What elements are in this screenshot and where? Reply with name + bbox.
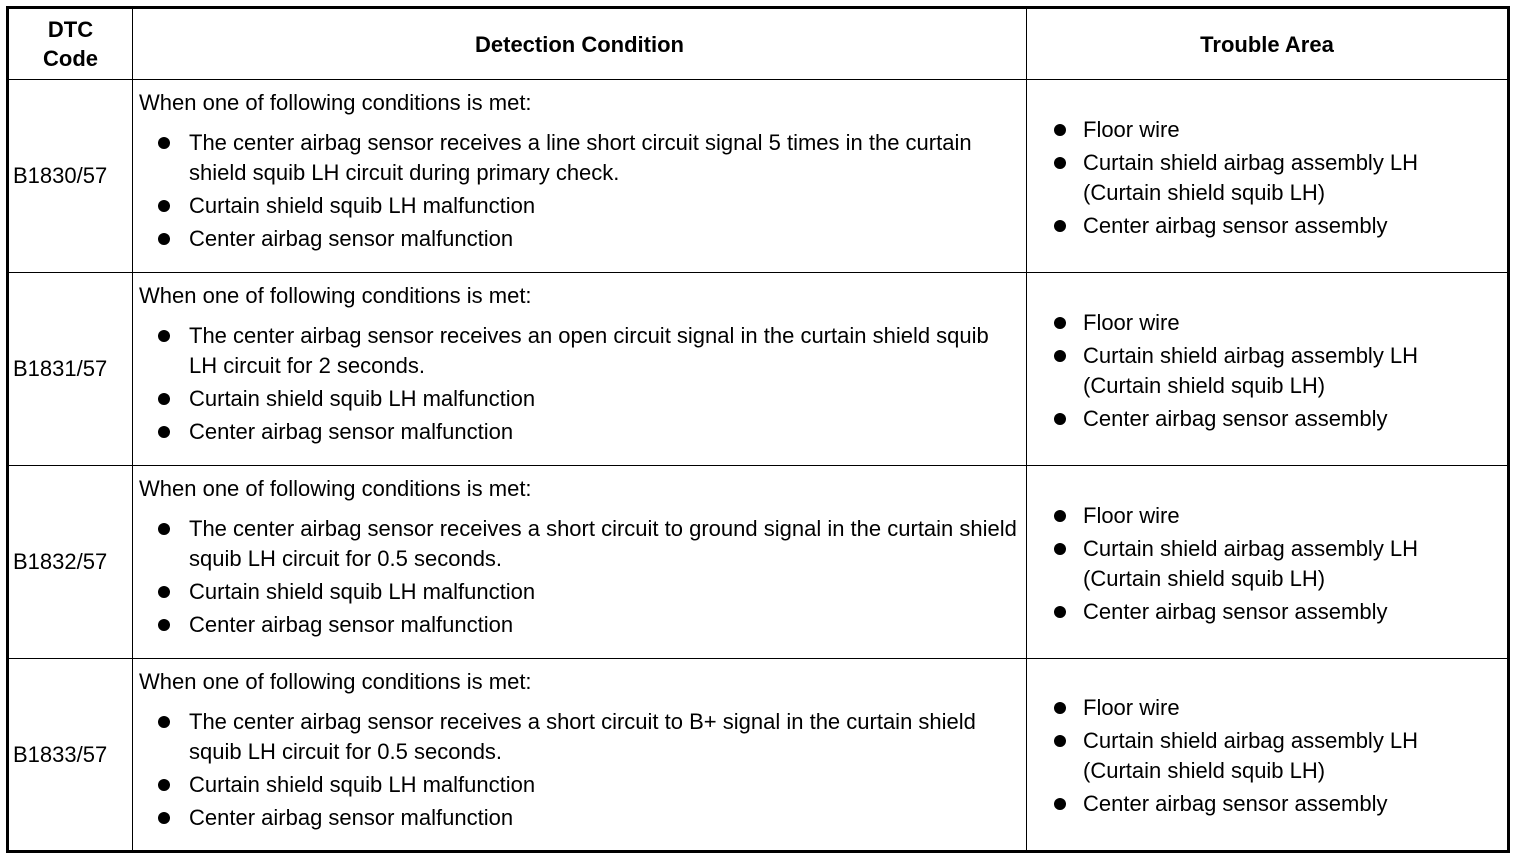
area-text: Center airbag sensor assembly — [1083, 598, 1388, 624]
condition-text: The center airbag sensor receives a short circuit to B+ signal in the curtain shield squib LH circuit for 0.5 seconds. — [189, 709, 976, 764]
bullet-icon — [158, 586, 170, 598]
condition-text: Center airbag sensor malfunction — [189, 419, 514, 444]
condition-intro: When one of following conditions is met: — [139, 476, 532, 501]
table-row — [8, 80, 1509, 273]
table-row — [8, 466, 1509, 659]
trouble-area-list — [1033, 693, 1501, 819]
condition-text: The center airbag sensor receives an open circuit signal in the curtain shield squib LH circuit for 2 seconds. — [189, 323, 989, 378]
list-item — [139, 577, 1020, 607]
list-item — [1033, 115, 1501, 145]
bullet-icon — [158, 393, 170, 405]
dtc-table — [6, 6, 1510, 853]
bullet-icon — [1054, 510, 1066, 522]
bullet-icon — [158, 137, 170, 149]
list-item — [1033, 726, 1501, 786]
bullet-icon — [158, 233, 170, 245]
list-item — [139, 770, 1020, 800]
condition-text: Center airbag sensor malfunction — [189, 805, 514, 830]
condition-text: Curtain shield squib LH malfunction — [189, 579, 536, 604]
area-text: Floor wire — [1083, 309, 1180, 335]
list-item — [1033, 597, 1501, 627]
table-row — [8, 659, 1509, 852]
condition-text: Curtain shield squib LH malfunction — [189, 386, 536, 411]
header-row — [8, 8, 1509, 80]
list-item — [1033, 341, 1501, 401]
dtc-code-cell: B1833/57 — [8, 659, 133, 852]
bullet-icon — [158, 426, 170, 438]
list-item — [1033, 789, 1501, 819]
list-item — [1033, 211, 1501, 241]
area-text: Center airbag sensor assembly — [1083, 405, 1388, 431]
trouble-area-cell — [1027, 273, 1509, 466]
list-item — [1033, 148, 1501, 208]
condition-text: Center airbag sensor malfunction — [189, 612, 514, 637]
detection-condition-cell — [133, 466, 1027, 659]
condition-text: Center airbag sensor malfunction — [189, 226, 514, 251]
list-item — [1033, 693, 1501, 723]
condition-text: Curtain shield squib LH malfunction — [189, 772, 536, 797]
bullet-icon — [1054, 543, 1066, 555]
bullet-icon — [1054, 350, 1066, 362]
condition-text: Curtain shield squib LH malfunction — [189, 193, 536, 218]
bullet-icon — [1054, 317, 1066, 329]
list-item — [139, 384, 1020, 414]
bullet-icon — [158, 619, 170, 631]
bullet-icon — [1054, 220, 1066, 232]
list-item — [139, 128, 1020, 188]
trouble-area-cell — [1027, 659, 1509, 852]
table-row — [8, 273, 1509, 466]
list-item — [139, 321, 1020, 381]
condition-intro: When one of following conditions is met: — [139, 283, 532, 308]
area-text: Curtain shield airbag assembly LH (Curtain shield squib LH) — [1083, 728, 1419, 783]
list-item — [1033, 534, 1501, 594]
area-text: Curtain shield airbag assembly LH (Curtain shield squib LH) — [1083, 342, 1419, 398]
bullet-icon — [158, 812, 170, 824]
bullet-icon — [1054, 798, 1066, 810]
detection-condition-cell — [133, 659, 1027, 852]
condition-text: The center airbag sensor receives a line short circuit signal 5 times in the curtain shield squib LH circuit during primary check. — [189, 130, 972, 185]
header-trouble-area: Trouble Area — [1027, 8, 1509, 80]
bullet-icon — [1054, 702, 1066, 714]
condition-list — [139, 514, 1020, 640]
list-item — [139, 803, 1020, 833]
header-dtc-code: DTC Code — [8, 8, 133, 80]
bullet-icon — [158, 330, 170, 342]
dtc-code-cell: B1832/57 — [8, 466, 133, 659]
list-item — [1033, 308, 1501, 338]
list-item — [139, 191, 1020, 221]
condition-text: The center airbag sensor receives a short circuit to ground signal in the curtain shield squib LH circuit for 0.5 seconds. — [189, 516, 1017, 571]
list-item — [1033, 501, 1501, 531]
area-text: Floor wire — [1083, 502, 1180, 528]
detection-condition-cell — [133, 273, 1027, 466]
dtc-code-cell: B1830/57 — [8, 80, 133, 273]
bullet-icon — [158, 200, 170, 212]
bullet-icon — [1054, 413, 1066, 425]
list-item — [1033, 404, 1501, 434]
bullet-icon — [1054, 124, 1066, 136]
bullet-icon — [1054, 735, 1066, 747]
bullet-icon — [1054, 606, 1066, 618]
bullet-icon — [158, 716, 170, 728]
condition-intro: When one of following conditions is met: — [139, 669, 532, 694]
area-text: Floor wire — [1083, 695, 1180, 720]
bullet-icon — [158, 523, 170, 535]
condition-intro: When one of following conditions is met: — [139, 90, 532, 115]
detection-condition-cell — [133, 80, 1027, 273]
area-text: Curtain shield airbag assembly LH (Curtain shield squib LH) — [1083, 535, 1419, 591]
trouble-area-cell — [1027, 466, 1509, 659]
area-text: Center airbag sensor assembly — [1083, 791, 1388, 816]
area-text: Center airbag sensor assembly — [1083, 212, 1388, 238]
condition-list — [139, 707, 1020, 833]
list-item — [139, 707, 1020, 767]
trouble-area-list — [1033, 501, 1501, 627]
trouble-area-list — [1033, 115, 1501, 241]
bullet-icon — [1054, 157, 1066, 169]
bullet-icon — [158, 779, 170, 791]
list-item — [139, 514, 1020, 574]
condition-list — [139, 321, 1020, 447]
list-item — [139, 417, 1020, 447]
trouble-area-list — [1033, 308, 1501, 434]
area-text: Floor wire — [1083, 116, 1180, 142]
header-detection-condition: Detection Condition — [133, 8, 1027, 80]
list-item — [139, 610, 1020, 640]
condition-list — [139, 128, 1020, 254]
area-text: Curtain shield airbag assembly LH (Curtain shield squib LH) — [1083, 149, 1419, 205]
list-item — [139, 224, 1020, 254]
trouble-area-cell — [1027, 80, 1509, 273]
dtc-code-cell: B1831/57 — [8, 273, 133, 466]
